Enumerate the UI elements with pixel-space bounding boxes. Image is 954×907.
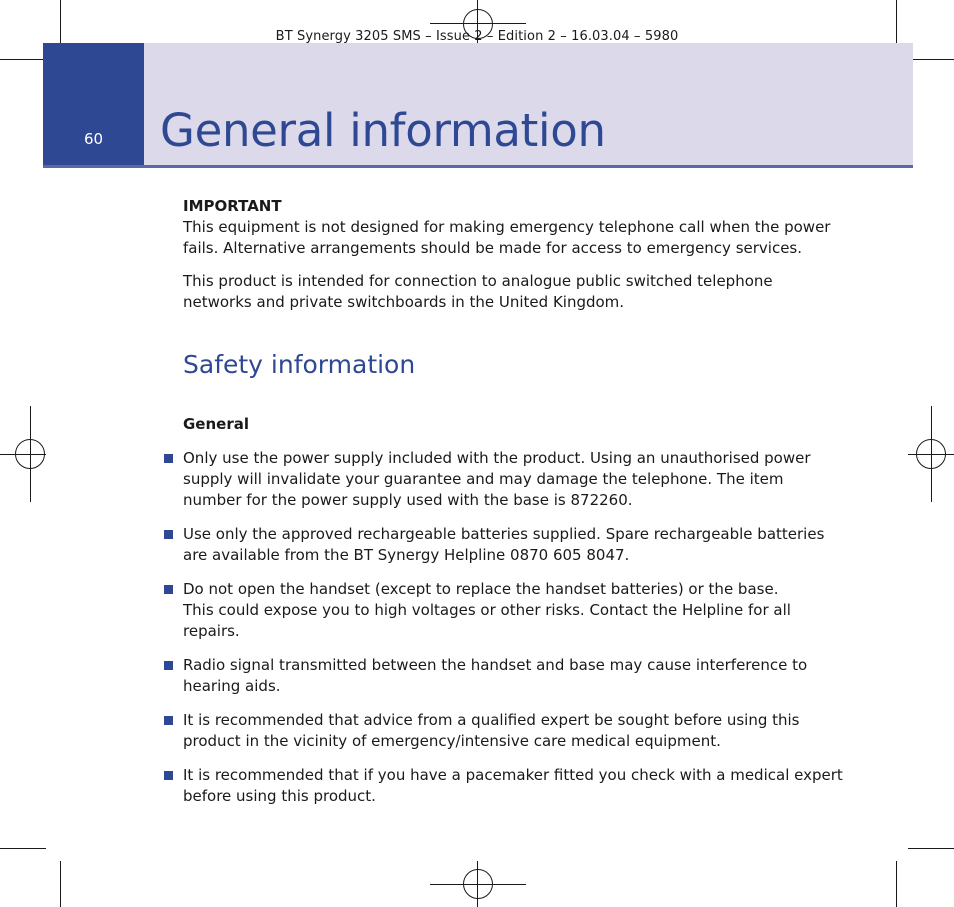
title-rule — [43, 165, 913, 168]
list-item-text: Radio signal transmitted between the handset and base may cause interference to hearing aids. — [183, 656, 808, 695]
crop-mark — [908, 848, 954, 849]
list-item — [183, 448, 843, 511]
list-item — [183, 765, 843, 807]
important-notice — [183, 196, 843, 325]
bullet-square-icon — [164, 454, 173, 463]
section-heading: Safety information — [183, 350, 416, 379]
crop-mark — [60, 861, 61, 907]
bullet-square-icon — [164, 585, 173, 594]
page-title: General information — [160, 104, 606, 157]
crop-mark — [896, 861, 897, 907]
list-item-text: Only use the power supply included with the product. Using an unauthorised power supply will invalidate your guarantee and may damage the telephone. The item number for the power supply used with the base is 872260. — [183, 449, 811, 509]
page-number: 60 — [83, 130, 104, 148]
registration-mark — [463, 869, 493, 899]
connection-paragraph: This product is intended for connection to analogue public switched telephone networks and private switchboards in the United Kingdom. — [183, 272, 773, 311]
list-item-text: Use only the approved rechargeable batteries supplied. Spare rechargeable batteries are available from the BT Synergy Helpline 0870 605 8047. — [183, 525, 825, 564]
bullet-square-icon — [164, 661, 173, 670]
list-item — [183, 524, 843, 566]
crop-mark — [0, 59, 46, 60]
list-item — [183, 579, 843, 642]
important-paragraph — [183, 196, 843, 259]
registration-mark — [916, 439, 946, 469]
bullet-square-icon — [164, 771, 173, 780]
general-subheading: General — [183, 415, 249, 433]
list-item-text: This could expose you to high voltages or other risks. Contact the Helpline for all repairs. — [183, 601, 791, 640]
registration-mark — [15, 439, 45, 469]
important-label: IMPORTANT — [183, 197, 282, 215]
bullet-square-icon — [164, 530, 173, 539]
list-item-text: It is recommended that if you have a pacemaker fitted you check with a medical expert before using this product. — [183, 766, 843, 805]
bullet-square-icon — [164, 716, 173, 725]
crop-mark — [908, 59, 954, 60]
crop-mark — [0, 848, 46, 849]
important-text: This equipment is not designed for making emergency telephone call when the power fails. Alternative arrangements should be made for access to emergency services. — [183, 218, 831, 257]
running-head: BT Synergy 3205 SMS – Issue 2 – Edition 2 – 16.03.04 – 5980 — [275, 29, 679, 44]
list-item-text: Do not open the handset (except to replace the handset batteries) or the base. — [183, 580, 779, 598]
list-item-text: It is recommended that advice from a qualified expert be sought before using this product in the vicinity of emergency/intensive care medical equipment. — [183, 711, 800, 750]
list-item — [183, 710, 843, 752]
list-item — [183, 655, 843, 697]
safety-list — [183, 448, 843, 820]
